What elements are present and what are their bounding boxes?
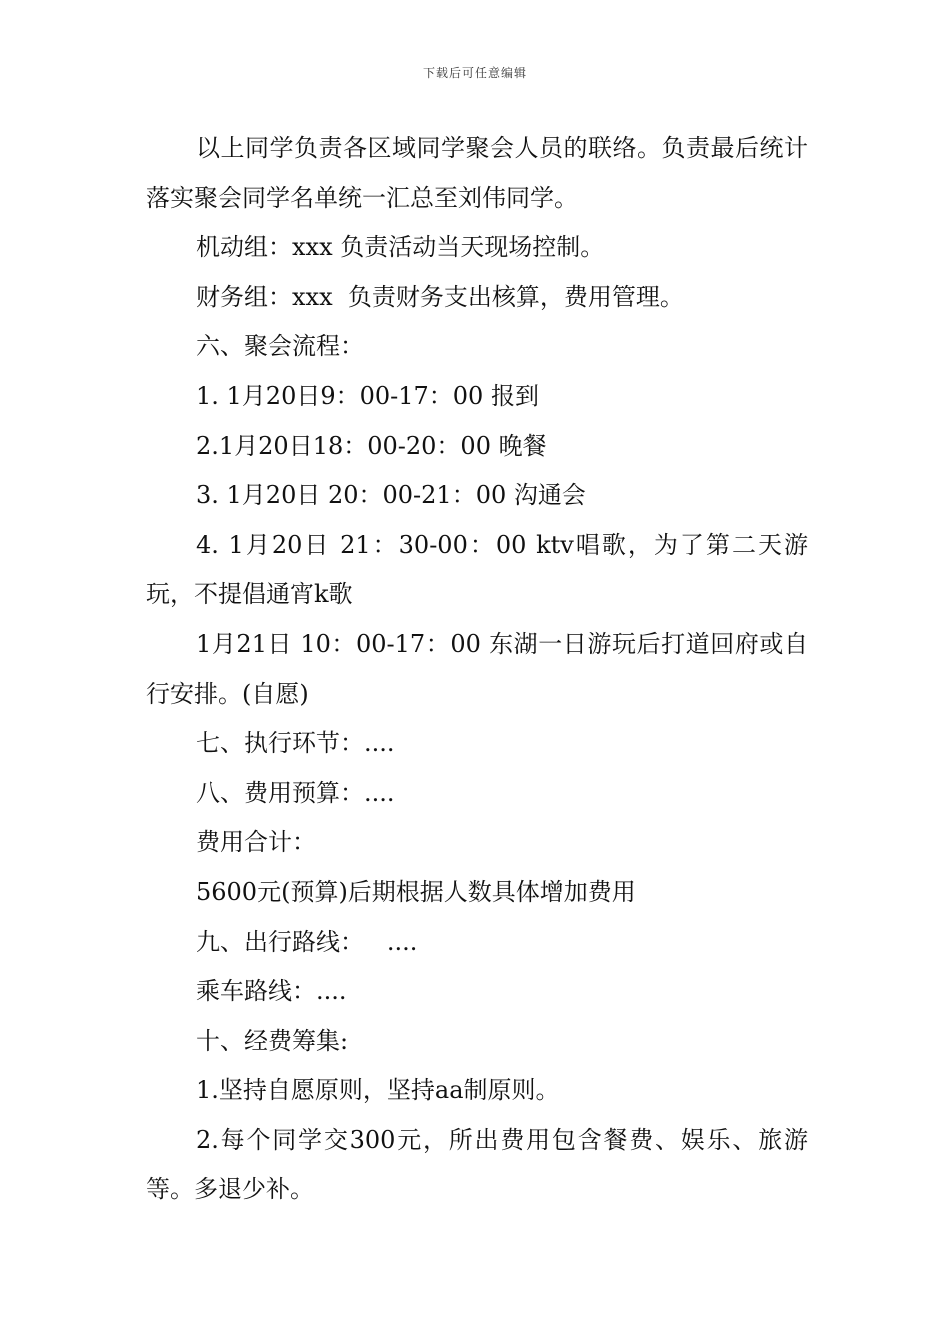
section-heading-execution: 七、执行环节：....	[196, 729, 395, 758]
section-heading-budget: 八、费用预算：....	[196, 778, 395, 807]
bus-route-label: 乘车路线：....	[196, 977, 347, 1006]
schedule-item-2: 2.1月20日18：00-20：00 晚餐	[196, 431, 547, 460]
document-body	[146, 124, 808, 1215]
section-heading-funding: 十、经费筹集:	[196, 1026, 349, 1055]
section-heading-schedule: 六、聚会流程：	[196, 332, 364, 361]
page-header: 下载后可任意编辑	[422, 66, 527, 80]
funding-item-2: 2.每个同学交300元，所出费用包含餐费、娱乐、旅游等。多退少补。	[146, 1125, 808, 1204]
schedule-item-4: 4. 1月20日 21：30-00：00 ktv唱歌，为了第二天游玩，不提倡通宵k歌	[146, 530, 808, 609]
paragraph-contact-summary: 以上同学负责各区域同学聚会人员的联络。负责最后统计落实聚会同学名单统一汇总至刘伟同学。	[146, 134, 808, 212]
budget-total-value: 5600元(预算)后期根据人数具体增加费用	[196, 877, 636, 906]
paragraph-mobile-group: 机动组：xxx 负责活动当天现场控制。	[196, 233, 605, 262]
schedule-item-day2: 1月21日 10：00-17：00 东湖一日游玩后打道回府或自行安排。(自愿)	[146, 629, 808, 708]
funding-item-1: 1.坚持自愿原则，坚持aa制原则。	[196, 1076, 560, 1105]
paragraph-finance-group: 财务组：xxx 负责财务支出核算，费用管理。	[196, 282, 684, 311]
budget-total-label: 费用合计：	[196, 828, 316, 857]
schedule-item-1: 1. 1月20日9：00-17：00 报到	[196, 381, 539, 410]
schedule-item-3: 3. 1月20日 20：00-21：00 沟通会	[196, 481, 586, 510]
section-heading-route: 九、出行路线： ....	[196, 927, 418, 956]
